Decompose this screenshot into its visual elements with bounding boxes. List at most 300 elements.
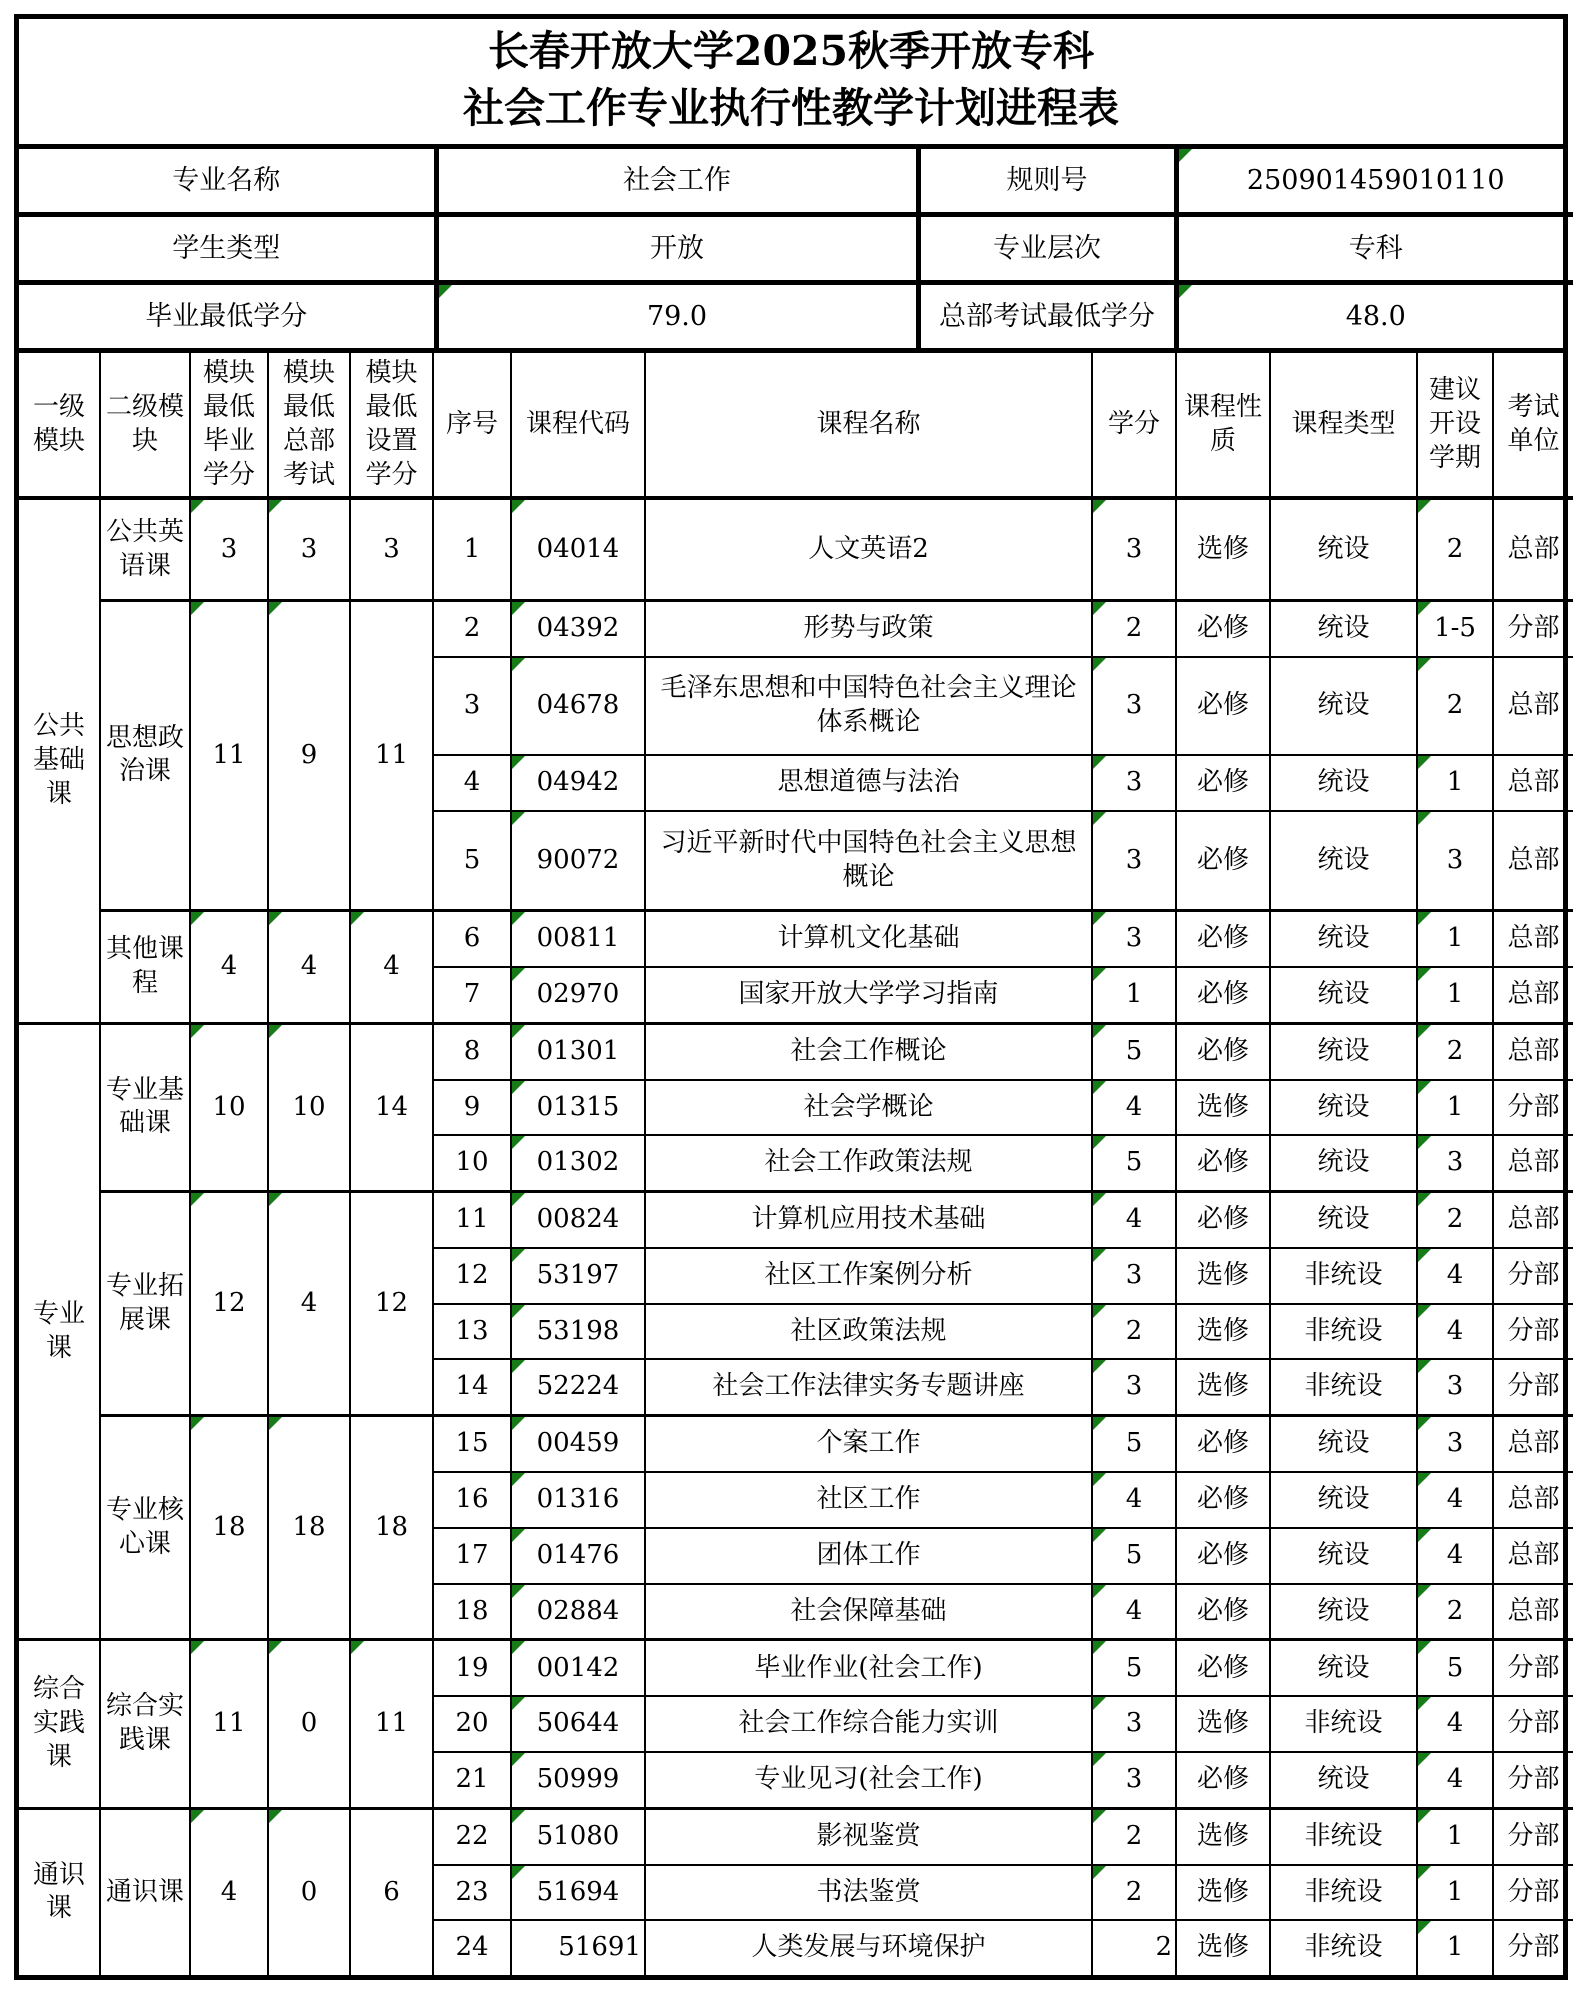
course-table-container <box>19 348 1563 1975</box>
course-code-cell: 01315 <box>511 1080 645 1136</box>
seq-no-cell: 5 <box>433 811 511 910</box>
exam-unit-cell: 总部 <box>1493 811 1573 910</box>
suggested-semester-cell: 3 <box>1417 1135 1493 1191</box>
module-min-grad-cell: 4 <box>190 911 268 1024</box>
course-type-cell: 非统设 <box>1270 1359 1417 1415</box>
suggested-semester-cell: 1 <box>1417 967 1493 1023</box>
course-nature-cell: 必修 <box>1176 1192 1270 1248</box>
course-type-cell: 非统设 <box>1270 1248 1417 1304</box>
seq-no-cell: 17 <box>433 1528 511 1584</box>
green-triangle-icon <box>1093 1529 1106 1542</box>
course-name-cell: 人类发展与环境保护 <box>645 1920 1092 1975</box>
level2-module-cell: 公共英语课 <box>100 498 190 600</box>
green-triangle-icon <box>1093 1081 1106 1094</box>
seq-no-cell: 19 <box>433 1640 511 1696</box>
green-triangle-icon <box>269 1417 282 1430</box>
course-nature-cell: 选修 <box>1176 1696 1270 1752</box>
green-triangle-icon <box>269 1193 282 1206</box>
credits-cell: 2 <box>1092 1920 1176 1975</box>
course-nature-cell: 选修 <box>1176 1808 1270 1864</box>
green-triangle-icon <box>1418 756 1431 769</box>
green-triangle-icon <box>1418 1641 1431 1654</box>
course-name-cell: 专业见习(社会工作) <box>645 1752 1092 1808</box>
course-name-cell: 毕业作业(社会工作) <box>645 1640 1092 1696</box>
green-triangle-icon <box>1418 1753 1431 1766</box>
course-name-cell: 计算机应用技术基础 <box>645 1192 1092 1248</box>
suggested-semester-cell: 2 <box>1417 498 1493 600</box>
course-type-cell: 非统设 <box>1270 1304 1417 1360</box>
course-nature-cell: 必修 <box>1176 1023 1270 1079</box>
green-triangle-icon <box>1093 1866 1106 1879</box>
course-name-cell: 人文英语2 <box>645 498 1092 600</box>
student-type-label: 学生类型 <box>19 215 436 283</box>
col-header-level2-module: 二级模块 <box>100 353 190 498</box>
seq-no-cell: 22 <box>433 1808 511 1864</box>
module-min-grad-cell: 4 <box>190 1808 268 1975</box>
course-name-cell: 社会工作概论 <box>645 1023 1092 1079</box>
suggested-semester-cell: 2 <box>1417 1192 1493 1248</box>
credits-cell: 2 <box>1092 1808 1176 1864</box>
seq-no-cell: 2 <box>433 600 511 656</box>
course-nature-cell: 必修 <box>1176 600 1270 656</box>
green-triangle-icon <box>1418 968 1431 981</box>
seq-no-cell: 23 <box>433 1865 511 1921</box>
green-triangle-icon <box>1093 1025 1106 1038</box>
green-triangle-icon <box>512 1753 525 1766</box>
exam-unit-cell: 分部 <box>1493 1808 1573 1864</box>
module-min-grad-cell: 10 <box>190 1023 268 1191</box>
green-triangle-icon <box>1418 1585 1431 1598</box>
course-nature-cell: 选修 <box>1176 498 1270 600</box>
info-table <box>19 149 1573 348</box>
course-row <box>19 600 1573 656</box>
suggested-semester-cell: 2 <box>1417 1023 1493 1079</box>
col-header-level1-module: 一级模块 <box>19 353 100 498</box>
course-name-cell: 思想道德与法治 <box>645 755 1092 811</box>
green-triangle-icon <box>1418 1473 1431 1486</box>
green-triangle-icon <box>1418 1866 1431 1879</box>
credits-cell: 2 <box>1092 1865 1176 1921</box>
seq-no-cell: 12 <box>433 1248 511 1304</box>
course-code-cell: 00459 <box>511 1416 645 1472</box>
rule-no-value: 250901459010110 <box>1176 149 1573 215</box>
module-min-set-cell: 18 <box>350 1416 433 1640</box>
seq-no-cell: 3 <box>433 657 511 756</box>
col-header-suggested-semester: 建议开设学期 <box>1417 353 1493 498</box>
green-triangle-icon <box>1418 912 1431 925</box>
green-triangle-icon <box>269 1810 282 1823</box>
green-triangle-icon <box>512 912 525 925</box>
course-type-cell: 统设 <box>1270 1752 1417 1808</box>
course-code-cell: 51691 <box>511 1920 645 1975</box>
course-table-body <box>19 498 1573 1975</box>
col-header-course-name: 课程名称 <box>645 353 1092 498</box>
course-code-cell: 51694 <box>511 1865 645 1921</box>
green-triangle-icon <box>1418 602 1431 615</box>
credits-cell: 3 <box>1092 657 1176 756</box>
exam-unit-cell: 分部 <box>1493 600 1573 656</box>
course-code-cell: 04014 <box>511 498 645 600</box>
credits-cell: 1 <box>1092 967 1176 1023</box>
green-triangle-icon <box>351 912 364 925</box>
green-triangle-icon <box>1093 812 1106 825</box>
green-triangle-icon <box>512 968 525 981</box>
course-name-cell: 社会学概论 <box>645 1080 1092 1136</box>
course-type-cell: 统设 <box>1270 1528 1417 1584</box>
seq-no-cell: 18 <box>433 1584 511 1640</box>
module-min-set-cell: 11 <box>350 1640 433 1808</box>
green-triangle-icon <box>191 1193 204 1206</box>
col-header-course-type: 课程类型 <box>1270 353 1417 498</box>
suggested-semester-cell: 5 <box>1417 1640 1493 1696</box>
suggested-semester-cell: 4 <box>1417 1472 1493 1528</box>
green-triangle-icon <box>512 1081 525 1094</box>
credits-cell: 5 <box>1092 1023 1176 1079</box>
info-table-body <box>19 149 1573 348</box>
green-triangle-icon <box>1418 500 1431 513</box>
rule-no-label: 规则号 <box>918 149 1176 215</box>
green-triangle-icon <box>351 1641 364 1654</box>
course-type-cell: 统设 <box>1270 498 1417 600</box>
course-code-cell: 53198 <box>511 1304 645 1360</box>
hq-exam-min-credits-value: 48.0 <box>1176 283 1573 349</box>
course-name-cell: 影视鉴赏 <box>645 1808 1092 1864</box>
exam-unit-cell: 分部 <box>1493 1304 1573 1360</box>
course-nature-cell: 必修 <box>1176 1528 1270 1584</box>
course-code-cell: 01476 <box>511 1528 645 1584</box>
green-triangle-icon <box>1093 658 1106 671</box>
green-triangle-icon <box>191 912 204 925</box>
green-triangle-icon <box>1093 1473 1106 1486</box>
course-code-cell: 01302 <box>511 1135 645 1191</box>
suggested-semester-cell: 1 <box>1417 1808 1493 1864</box>
credits-cell: 3 <box>1092 498 1176 600</box>
suggested-semester-cell: 3 <box>1417 1416 1493 1472</box>
credits-cell: 4 <box>1092 1080 1176 1136</box>
module-min-hq-cell: 10 <box>268 1023 350 1191</box>
course-name-cell: 社会保障基础 <box>645 1584 1092 1640</box>
module-min-grad-cell: 12 <box>190 1192 268 1416</box>
course-nature-cell: 选修 <box>1176 1359 1270 1415</box>
green-triangle-icon <box>512 1249 525 1262</box>
credits-cell: 3 <box>1092 1359 1176 1415</box>
course-nature-cell: 必修 <box>1176 1640 1270 1696</box>
green-triangle-icon <box>1418 1529 1431 1542</box>
level2-module-cell: 专业核心课 <box>100 1416 190 1640</box>
suggested-semester-cell: 2 <box>1417 1584 1493 1640</box>
course-code-cell: 50999 <box>511 1752 645 1808</box>
course-type-cell: 非统设 <box>1270 1696 1417 1752</box>
course-code-cell: 01316 <box>511 1472 645 1528</box>
green-triangle-icon <box>1418 1081 1431 1094</box>
green-triangle-icon <box>1093 968 1106 981</box>
student-type-value: 开放 <box>436 215 918 283</box>
exam-unit-cell: 分部 <box>1493 1696 1573 1752</box>
level2-module-cell: 思想政治课 <box>100 600 190 910</box>
module-min-set-cell: 4 <box>350 911 433 1024</box>
suggested-semester-cell: 4 <box>1417 1528 1493 1584</box>
credits-cell: 2 <box>1092 600 1176 656</box>
module-min-grad-cell: 3 <box>190 498 268 600</box>
green-triangle-icon <box>1093 1697 1106 1710</box>
green-triangle-icon <box>269 912 282 925</box>
module-min-grad-cell: 11 <box>190 1640 268 1808</box>
exam-unit-cell: 总部 <box>1493 911 1573 967</box>
green-triangle-icon <box>191 1417 204 1430</box>
course-code-cell: 04392 <box>511 600 645 656</box>
module-min-hq-cell: 0 <box>268 1808 350 1975</box>
exam-unit-cell: 分部 <box>1493 1752 1573 1808</box>
module-min-set-cell: 3 <box>350 498 433 600</box>
exam-unit-cell: 分部 <box>1493 1359 1573 1415</box>
suggested-semester-cell: 3 <box>1417 811 1493 910</box>
course-code-cell: 53197 <box>511 1248 645 1304</box>
green-triangle-icon <box>1418 1249 1431 1262</box>
green-triangle-icon <box>512 1641 525 1654</box>
suggested-semester-cell: 1 <box>1417 1865 1493 1921</box>
course-nature-cell: 选修 <box>1176 1304 1270 1360</box>
suggested-semester-cell: 3 <box>1417 1359 1493 1415</box>
level2-module-cell: 综合实践课 <box>100 1640 190 1808</box>
green-triangle-icon <box>1418 1193 1431 1206</box>
course-code-cell: 00142 <box>511 1640 645 1696</box>
exam-unit-cell: 总部 <box>1493 1416 1573 1472</box>
green-triangle-icon <box>1093 500 1106 513</box>
green-triangle-icon <box>191 500 204 513</box>
major-name-label: 专业名称 <box>19 149 436 215</box>
green-triangle-icon <box>269 1641 282 1654</box>
course-name-cell: 国家开放大学学习指南 <box>645 967 1092 1023</box>
suggested-semester-cell: 1-5 <box>1417 600 1493 656</box>
module-min-hq-cell: 18 <box>268 1416 350 1640</box>
green-triangle-icon <box>1179 285 1192 298</box>
seq-no-cell: 9 <box>433 1080 511 1136</box>
credits-cell: 4 <box>1092 1472 1176 1528</box>
green-triangle-icon <box>512 1305 525 1318</box>
credits-cell: 3 <box>1092 1248 1176 1304</box>
course-nature-cell: 必修 <box>1176 1752 1270 1808</box>
course-row <box>19 1808 1573 1864</box>
seq-no-cell: 16 <box>433 1472 511 1528</box>
credits-cell: 4 <box>1092 1584 1176 1640</box>
green-triangle-icon <box>512 1193 525 1206</box>
course-table <box>19 353 1573 1975</box>
green-triangle-icon <box>269 500 282 513</box>
seq-no-cell: 10 <box>433 1135 511 1191</box>
suggested-semester-cell: 2 <box>1417 657 1493 756</box>
module-min-set-cell: 6 <box>350 1808 433 1975</box>
course-nature-cell: 必修 <box>1176 755 1270 811</box>
green-triangle-icon <box>512 602 525 615</box>
page-title <box>19 19 1563 149</box>
course-code-cell: 04678 <box>511 657 645 756</box>
suggested-semester-cell: 1 <box>1417 755 1493 811</box>
course-row <box>19 1192 1573 1248</box>
exam-unit-cell: 总部 <box>1493 498 1573 600</box>
credits-cell: 5 <box>1092 1135 1176 1191</box>
info-row <box>19 215 1573 283</box>
green-triangle-icon <box>1418 1921 1431 1934</box>
col-header-exam-unit: 考试单位 <box>1493 353 1573 498</box>
course-name-cell: 形势与政策 <box>645 600 1092 656</box>
green-triangle-icon <box>1093 1417 1106 1430</box>
green-triangle-icon <box>191 602 204 615</box>
min-grad-credits-value: 79.0 <box>436 283 918 349</box>
module-min-hq-cell: 9 <box>268 600 350 910</box>
course-nature-cell: 选修 <box>1176 1920 1270 1975</box>
credits-cell: 3 <box>1092 1696 1176 1752</box>
course-name-cell: 个案工作 <box>645 1416 1092 1472</box>
course-type-cell: 统设 <box>1270 657 1417 756</box>
course-code-cell: 90072 <box>511 811 645 910</box>
course-row <box>19 498 1573 600</box>
course-name-cell: 习近平新时代中国特色社会主义思想概论 <box>645 811 1092 910</box>
course-name-cell: 社区工作 <box>645 1472 1092 1528</box>
col-header-module-min-grad-credits: 模块最低毕业学分 <box>190 353 268 498</box>
green-triangle-icon <box>1093 1305 1106 1318</box>
course-type-cell: 统设 <box>1270 1584 1417 1640</box>
suggested-semester-cell: 1 <box>1417 911 1493 967</box>
min-grad-credits-label: 毕业最低学分 <box>19 283 436 349</box>
course-nature-cell: 必修 <box>1176 1472 1270 1528</box>
green-triangle-icon <box>1418 658 1431 671</box>
module-min-hq-cell: 0 <box>268 1640 350 1808</box>
col-header-course-nature: 课程性质 <box>1176 353 1270 498</box>
course-type-cell: 统设 <box>1270 1472 1417 1528</box>
green-triangle-icon <box>1418 1305 1431 1318</box>
green-triangle-icon <box>512 1136 525 1149</box>
suggested-semester-cell: 4 <box>1417 1248 1493 1304</box>
col-header-module-min-hq-exam-credits: 模块最低总部考试 <box>268 353 350 498</box>
course-name-cell: 社会工作法律实务专题讲座 <box>645 1359 1092 1415</box>
green-triangle-icon <box>512 756 525 769</box>
col-header-seq-no: 序号 <box>433 353 511 498</box>
info-row <box>19 283 1573 349</box>
level1-module-cell: 综合实践课 <box>19 1640 100 1808</box>
course-row <box>19 911 1573 967</box>
course-name-cell: 社会工作综合能力实训 <box>645 1696 1092 1752</box>
seq-no-cell: 11 <box>433 1192 511 1248</box>
course-type-cell: 统设 <box>1270 1023 1417 1079</box>
course-name-cell: 社会工作政策法规 <box>645 1135 1092 1191</box>
exam-unit-cell: 分部 <box>1493 1920 1573 1975</box>
course-code-cell: 52224 <box>511 1359 645 1415</box>
course-code-cell: 02970 <box>511 967 645 1023</box>
green-triangle-icon <box>1093 912 1106 925</box>
green-triangle-icon <box>512 1360 525 1373</box>
course-nature-cell: 必修 <box>1176 911 1270 967</box>
green-triangle-icon <box>512 1810 525 1823</box>
course-nature-cell: 必修 <box>1176 1584 1270 1640</box>
course-name-cell: 毛泽东思想和中国特色社会主义理论体系概论 <box>645 657 1092 756</box>
seq-no-cell: 1 <box>433 498 511 600</box>
credits-cell: 3 <box>1092 755 1176 811</box>
teaching-plan-sheet <box>14 14 1568 1980</box>
exam-unit-cell: 总部 <box>1493 967 1573 1023</box>
suggested-semester-cell: 4 <box>1417 1304 1493 1360</box>
seq-no-cell: 7 <box>433 967 511 1023</box>
green-triangle-icon <box>512 1473 525 1486</box>
course-code-cell: 51080 <box>511 1808 645 1864</box>
exam-unit-cell: 总部 <box>1493 1023 1573 1079</box>
green-triangle-icon <box>191 1025 204 1038</box>
major-level-value: 专科 <box>1176 215 1573 283</box>
course-nature-cell: 必修 <box>1176 1135 1270 1191</box>
course-name-cell: 团体工作 <box>645 1528 1092 1584</box>
green-triangle-icon <box>191 1810 204 1823</box>
credits-cell: 2 <box>1092 1304 1176 1360</box>
module-min-grad-cell: 18 <box>190 1416 268 1640</box>
module-min-hq-cell: 4 <box>268 911 350 1024</box>
level2-module-cell: 专业基础课 <box>100 1023 190 1191</box>
course-type-cell: 非统设 <box>1270 1865 1417 1921</box>
green-triangle-icon <box>512 812 525 825</box>
green-triangle-icon <box>512 1417 525 1430</box>
course-type-cell: 统设 <box>1270 911 1417 967</box>
seq-no-cell: 15 <box>433 1416 511 1472</box>
exam-unit-cell: 分部 <box>1493 1248 1573 1304</box>
course-nature-cell: 选修 <box>1176 1865 1270 1921</box>
course-type-cell: 统设 <box>1270 1416 1417 1472</box>
exam-unit-cell: 总部 <box>1493 1528 1573 1584</box>
major-name-value: 社会工作 <box>436 149 918 215</box>
course-row <box>19 1023 1573 1079</box>
seq-no-cell: 4 <box>433 755 511 811</box>
info-row <box>19 149 1573 215</box>
seq-no-cell: 14 <box>433 1359 511 1415</box>
seq-no-cell: 6 <box>433 911 511 967</box>
credits-cell: 3 <box>1092 811 1176 910</box>
green-triangle-icon <box>269 602 282 615</box>
level1-module-cell: 专业课 <box>19 1023 100 1640</box>
course-row <box>19 1416 1573 1472</box>
level1-module-cell: 通识课 <box>19 1808 100 1975</box>
seq-no-cell: 13 <box>433 1304 511 1360</box>
green-triangle-icon <box>1093 1585 1106 1598</box>
seq-no-cell: 21 <box>433 1752 511 1808</box>
level2-module-cell: 其他课程 <box>100 911 190 1024</box>
green-triangle-icon <box>1093 1753 1106 1766</box>
course-name-cell: 计算机文化基础 <box>645 911 1092 967</box>
level2-module-cell: 专业拓展课 <box>100 1192 190 1416</box>
major-level-label: 专业层次 <box>918 215 1176 283</box>
green-triangle-icon <box>1418 1360 1431 1373</box>
course-nature-cell: 选修 <box>1176 1080 1270 1136</box>
col-header-course-code: 课程代码 <box>511 353 645 498</box>
green-triangle-icon <box>512 1585 525 1598</box>
green-triangle-icon <box>512 1025 525 1038</box>
course-type-cell: 统设 <box>1270 1135 1417 1191</box>
green-triangle-icon <box>1418 1025 1431 1038</box>
credits-cell: 3 <box>1092 911 1176 967</box>
course-code-cell: 00811 <box>511 911 645 967</box>
seq-no-cell: 24 <box>433 1920 511 1975</box>
course-type-cell: 统设 <box>1270 1640 1417 1696</box>
hq-exam-min-credits-label: 总部考试最低学分 <box>918 283 1176 349</box>
course-code-cell: 50644 <box>511 1696 645 1752</box>
module-min-hq-cell: 4 <box>268 1192 350 1416</box>
credits-cell: 5 <box>1092 1528 1176 1584</box>
module-min-hq-cell: 3 <box>268 498 350 600</box>
course-nature-cell: 必修 <box>1176 1416 1270 1472</box>
seq-no-cell: 8 <box>433 1023 511 1079</box>
exam-unit-cell: 分部 <box>1493 1080 1573 1136</box>
level2-module-cell: 通识课 <box>100 1808 190 1975</box>
course-code-cell: 04942 <box>511 755 645 811</box>
credits-cell: 4 <box>1092 1192 1176 1248</box>
course-code-cell: 00824 <box>511 1192 645 1248</box>
green-triangle-icon <box>439 285 452 298</box>
